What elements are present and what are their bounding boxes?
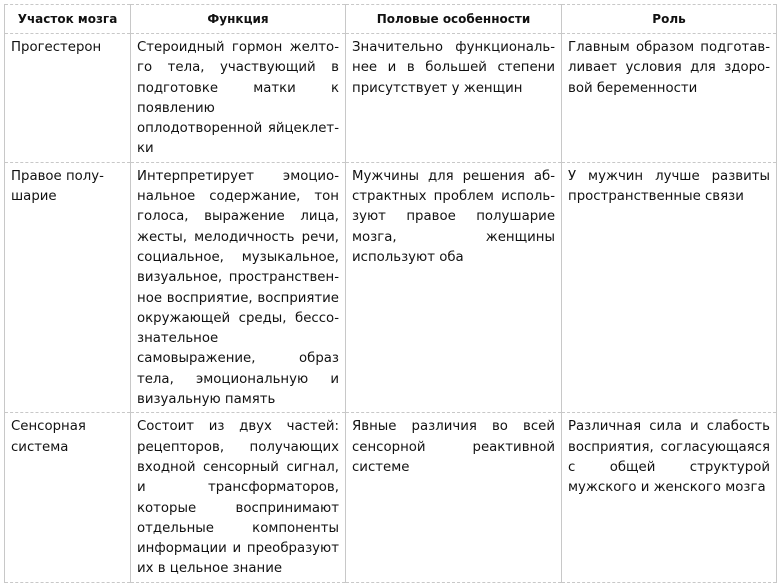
table-row <box>5 34 777 163</box>
cell-area: Правое полушарие <box>5 162 131 413</box>
header-role: Роль <box>562 5 777 34</box>
header-sex-differences: Половые особенности <box>346 5 562 34</box>
cell-area: Сенсорная система <box>5 413 131 582</box>
cell-function: Интерпретирует эмоциональное содержание, тон голоса, выражение лица, жесты, мелодичность речи, социальное, музыкальное, визуальное, пространственное восприятие, восприятие окружающей среды, бессознательное самовыражение, образ тела, эмоциональную и визуальную память <box>131 162 346 413</box>
header-area: Участок мозга <box>5 5 131 34</box>
cell-area: Прогестерон <box>5 34 131 163</box>
table-header-row <box>5 5 777 34</box>
cell-function: Стероидный гормон желтого тела, участвующий в подготовке матки к появлению оплодотворенной яйцеклетки <box>131 34 346 163</box>
header-function: Функция <box>131 5 346 34</box>
brain-areas-table <box>4 4 777 583</box>
cell-role: Главным образом подготавливает условия для здоровой беременности <box>562 34 777 163</box>
cell-role: Различная сила и слабость восприятия, согласующаяся с общей структурой мужского и женского мозга <box>562 413 777 582</box>
cell-function: Состоит из двух частей: рецепторов, получающих входной сенсорный сигнал, и трансформаторов, которые воспринимают отдельные компоненты информации и преобразуют их в цельное знание <box>131 413 346 582</box>
table-row <box>5 162 777 413</box>
cell-sex-differences: Мужчины для решения абстрактных проблем используют правое полушарие мозга, женщины используют оба <box>346 162 562 413</box>
cell-sex-differences: Явные различия во всей сенсорной реактивной системе <box>346 413 562 582</box>
cell-role: У мужчин лучше развиты пространственные связи <box>562 162 777 413</box>
cell-sex-differences: Значительно функциональнее и в большей степени присутствует у женщин <box>346 34 562 163</box>
table-row <box>5 413 777 582</box>
